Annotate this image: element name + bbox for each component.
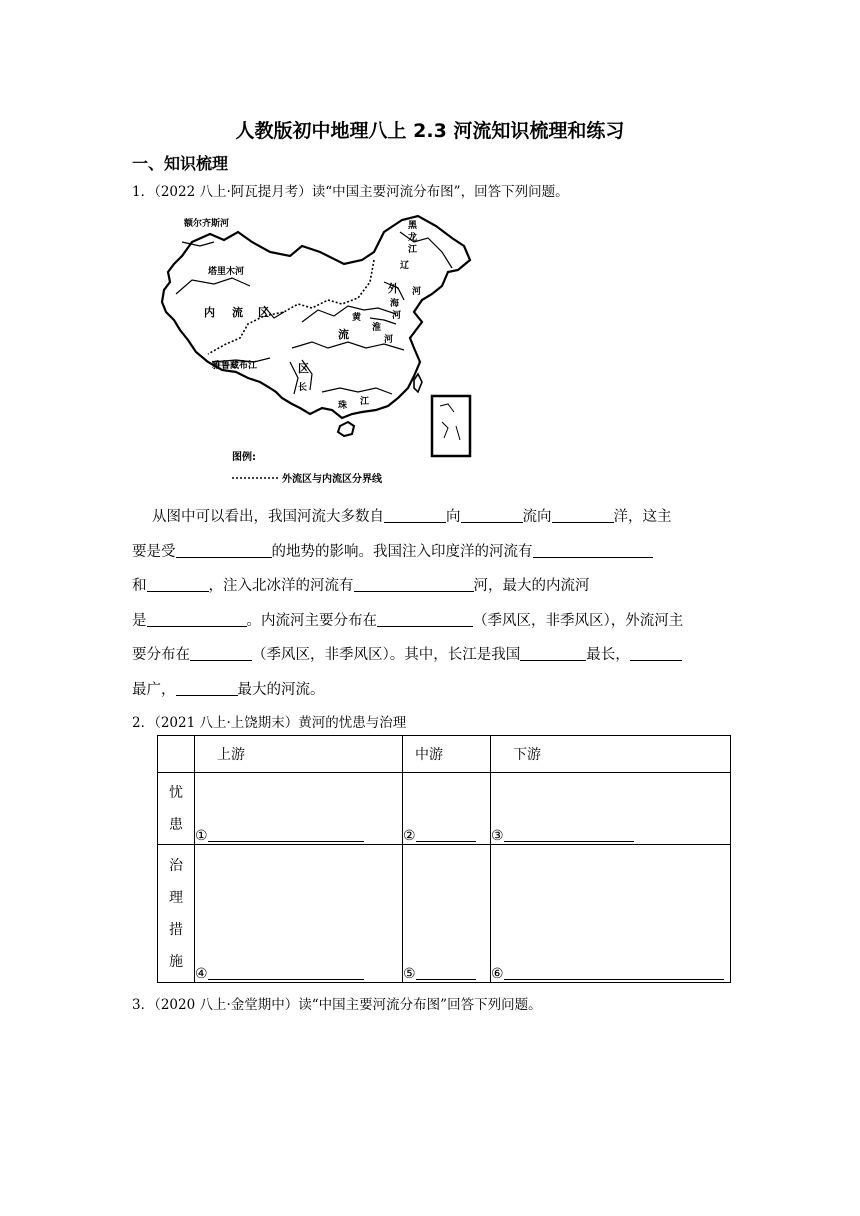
answer-cell-1: ① xyxy=(195,773,403,845)
blank-input[interactable] xyxy=(461,506,523,523)
question-2-prompt: 2．（2021 八上·上饶期末）黄河的忧患与治理 xyxy=(132,715,407,731)
answer-cell-4: ④ xyxy=(195,845,403,983)
question-1-paragraph xyxy=(132,500,732,707)
blank-input[interactable] xyxy=(176,541,272,558)
map-label-zhu-1: 江 xyxy=(360,397,370,407)
row-label-concern: 忧 患 xyxy=(158,773,195,845)
table-row xyxy=(158,773,731,845)
map-label-huang: 黄 xyxy=(352,313,362,323)
map-label-huai-0: 淮 xyxy=(372,323,382,333)
map-label-liao-0: 辽 xyxy=(400,261,410,271)
para-line-5: 要分布在 （季风区，非季风区）。其中，长江是我国 最长， xyxy=(132,638,732,673)
para-line-2: 要是受 的地势的影响。我国注入印度洋的河流有 xyxy=(132,535,732,570)
china-river-map xyxy=(152,212,482,490)
map-label-ertix: 额尔齐斯河 xyxy=(184,219,230,229)
map-label-huai-1: 河 xyxy=(384,335,394,345)
yellow-river-table xyxy=(157,735,731,983)
answer-cell-6: ⑥ xyxy=(491,845,731,983)
map-label-tarim: 塔里木河 xyxy=(208,267,245,277)
para-line-1: 从图中可以看出，我国河流大多数自 向 流向 洋，这主 xyxy=(132,500,732,535)
blank-input[interactable] xyxy=(520,644,586,661)
map-label-inland-1: 流 xyxy=(232,306,243,319)
header-upper: 上游 xyxy=(195,736,403,773)
map-label-hai-1: 河 xyxy=(392,311,402,321)
question-1-prompt: 1．（2022 八上·阿瓦提月考）读“中国主要河流分布图”，回答下列问题。 xyxy=(132,184,569,200)
question-3-prompt: 3．（2020 八上·金堂期中）读“中国主要河流分布图”回答下列问题。 xyxy=(132,997,542,1013)
para-line-6: 最广， 最大的河流。 xyxy=(132,673,732,708)
header-middle: 中游 xyxy=(403,736,491,773)
para-line-4: 是 。内流河主要分布在 （季风区，非季风区），外流河主 xyxy=(132,604,732,639)
map-legend-line: 外流区与内流区分界线 xyxy=(282,474,382,485)
section-heading: 一、知识梳理 xyxy=(132,154,229,173)
map-label-heilong-1: 龙 xyxy=(408,233,418,243)
map-label-chang: 长 xyxy=(298,383,308,393)
south-sea-inset xyxy=(432,396,470,456)
table-row xyxy=(158,845,731,983)
page-title: 人教版初中地理八上 2.3 河流知识梳理和练习 xyxy=(235,120,625,142)
para-line-3: 和 ，注入北冰洋的河流有 河，最大的内流河 xyxy=(132,569,732,604)
map-label-zhu-0: 珠 xyxy=(338,401,348,411)
blank-input[interactable] xyxy=(384,506,446,523)
blank-input[interactable] xyxy=(416,965,476,980)
map-label-inland-2: 区 xyxy=(258,306,269,319)
map-legend-title: 图例: xyxy=(232,452,256,463)
map-label-outer-1: 流 xyxy=(338,328,349,341)
blank-input[interactable] xyxy=(533,541,653,558)
answer-cell-2: ② xyxy=(403,773,491,845)
map-label-outer-2: 区 xyxy=(298,362,309,375)
map-label-heilong-0: 黑 xyxy=(408,221,418,231)
blank-input[interactable] xyxy=(190,644,252,661)
map-label-inland-0: 内 xyxy=(204,306,215,319)
answer-cell-5: ⑤ xyxy=(403,845,491,983)
map-label-liao-1: 河 xyxy=(412,287,422,297)
blank-input[interactable] xyxy=(416,827,476,842)
blank-input[interactable] xyxy=(552,506,614,523)
answer-cell-3: ③ xyxy=(491,773,731,845)
blank-input[interactable] xyxy=(504,827,634,842)
blank-input[interactable] xyxy=(504,965,724,980)
blank-input[interactable] xyxy=(147,610,247,627)
map-label-heilong-2: 江 xyxy=(408,245,418,255)
blank-input[interactable] xyxy=(377,610,473,627)
map-label-outer-0: 外 xyxy=(388,282,399,295)
blank-input[interactable] xyxy=(354,575,474,592)
blank-input[interactable] xyxy=(208,965,364,980)
blank-input[interactable] xyxy=(176,679,238,696)
map-label-brahmaputra: 雅鲁藏布江 xyxy=(212,361,258,371)
header-lower: 下游 xyxy=(491,736,731,773)
row-label-measures: 治 理 措 施 xyxy=(158,845,195,983)
blank-input[interactable] xyxy=(147,575,209,592)
table-header-row xyxy=(158,736,731,773)
map-label-hai-0: 海 xyxy=(390,299,400,309)
blank-input[interactable] xyxy=(208,827,364,842)
blank-input[interactable] xyxy=(630,644,682,661)
